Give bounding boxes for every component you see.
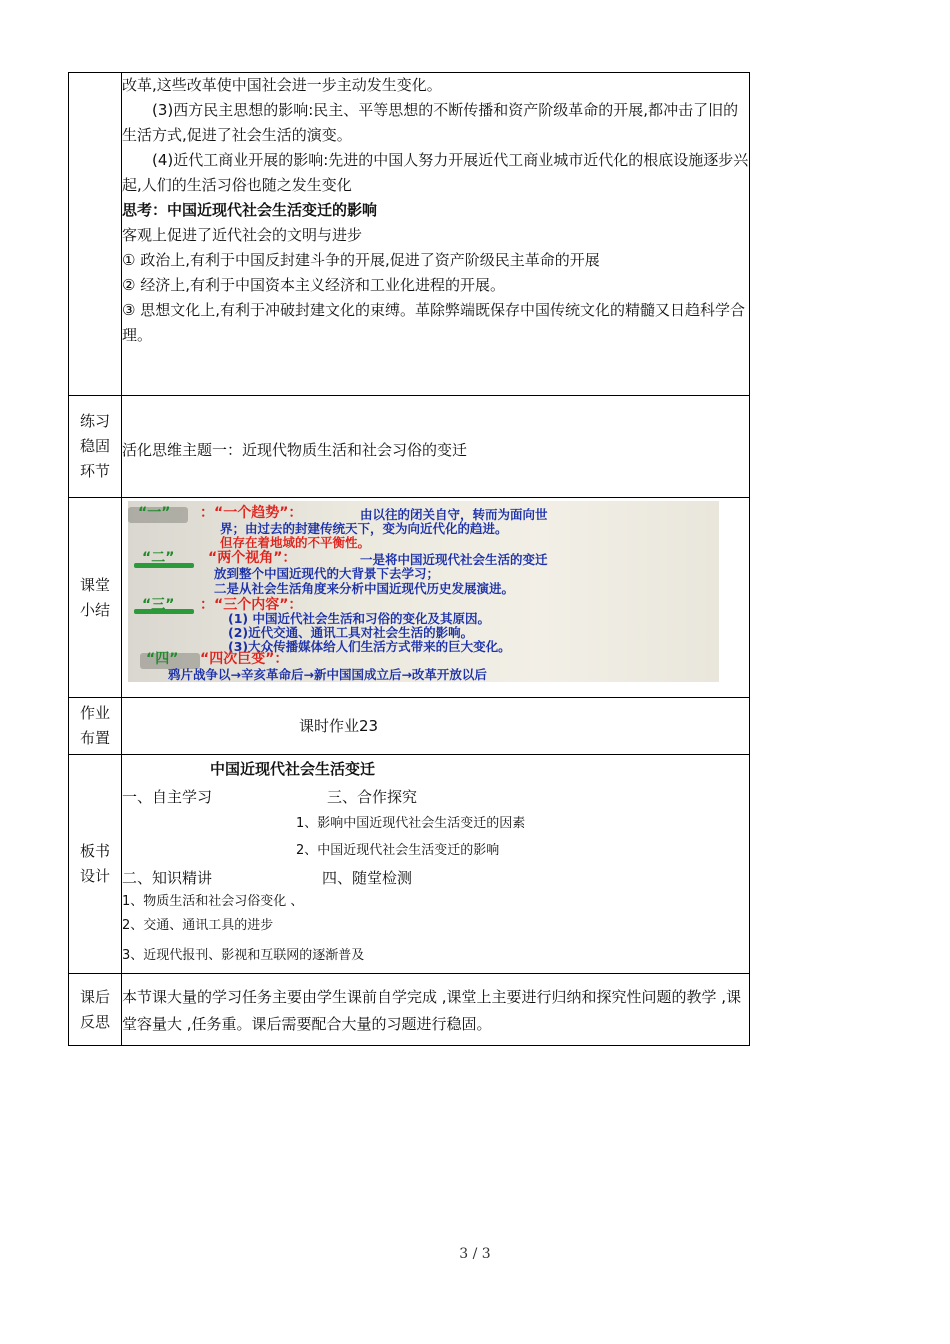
practice-text: 活化思维主题一：近现代物质生活和社会习俗的变迁 (122, 441, 468, 459)
summary-one-tag: “一” (138, 505, 171, 521)
content-p3: (4)近代工商业开展的影响:先进的中国人努力开展近代工商业城市近代化的根底设施逐步兴起,人们的生活习俗也随之发生变化 (122, 151, 749, 194)
homework-row (69, 698, 750, 755)
reflection-text: 本节课大量的学习任务主要由学生课前自学完成 ,课堂上主要进行归纳和探究性问题的教学 ,课堂容量大 ,任务重。课后需要配合大量的习题进行稳固。 (122, 974, 750, 1046)
reflection-label: 课后反思 (69, 974, 122, 1046)
summary-three-tag: “三” (142, 597, 175, 613)
content-cell (122, 73, 750, 396)
summary-two-title: “两个视角”： (208, 550, 297, 566)
summary-one-a: 由以往的闭关自守，转而为面向世 (360, 507, 548, 522)
content-p2: (3)西方民主思想的影响:民主、平等思想的不断传播和资产阶级革命的开展,都冲击了旧的生活方式,促进了社会生活的演变。 (122, 101, 739, 144)
content-row (69, 73, 750, 396)
summary-one-title: ：“一个趋势”： (200, 505, 303, 521)
board-s3-1: 1、影响中国近现代社会生活变迁的因素 (296, 816, 526, 831)
summary-one-b: 界；由过去的封建传统天下，变为向近代化的趋进。 (220, 521, 508, 536)
summary-row (69, 498, 750, 698)
reflection-row (69, 974, 750, 1046)
board-s1: 一、自主学习 (122, 788, 213, 806)
content-p6: ② 经济上,有利于中国资本主义经济和工业化进程的开展。 (122, 276, 505, 294)
summary-three-c: (3)大众传播媒体给人们生活方式带来的巨大变化。 (228, 639, 511, 654)
summary-three-b: (2)近代交通、通讯工具对社会生活的影响。 (228, 625, 474, 640)
summary-three-title: ：“三个内容”： (200, 597, 303, 613)
homework-text: 课时作业23 (299, 716, 379, 735)
practice-cell (122, 396, 750, 498)
summary-four-tag: “四” (146, 651, 179, 667)
homework-label: 作业布置 (69, 698, 122, 755)
practice-label: 练习稳固环节 (69, 396, 122, 498)
summary-two-c: 二是从社会生活角度来分析中国近现代历史发展演进。 (214, 581, 515, 596)
summary-four-a: 鸦片战争以→辛亥革命后→新中国国成立后→改革开放以后 (168, 667, 487, 682)
think-heading: 思考：中国近现代社会生活变迁的影响 (122, 201, 378, 219)
summary-one-c: 但存在着地域的不平衡性。 (220, 535, 371, 550)
board-s4: 四、随堂检测 (322, 869, 413, 887)
summary-four-title: “四次巨变”： (200, 651, 289, 667)
content-p4: 客观上促进了近代社会的文明与进步 (122, 226, 363, 244)
homework-cell (122, 698, 750, 755)
summary-two-b: 放到整个中国近现代的大背景下去学习； (214, 566, 440, 581)
content-label-cell (69, 73, 122, 396)
summary-two-tag: “二” (142, 550, 175, 566)
board-row (69, 755, 750, 974)
practice-row (69, 396, 750, 498)
board-s2-1: 1、物质生活和社会习俗变化 、 (122, 894, 304, 909)
board-s3-2: 2、中国近现代社会生活变迁的影响 (296, 843, 500, 858)
content-p1: 改革,这些改革使中国社会进一步主动发生变化。 (122, 76, 442, 94)
lesson-plan-table (68, 72, 750, 1046)
page-number: 3 / 3 (459, 1246, 491, 1262)
board-s2-3: 3、近现代报刊、影视和互联网的逐渐普及 (122, 948, 365, 963)
board-s2-2: 2、交通、通讯工具的进步 (122, 918, 274, 933)
summary-three-a: (1) 中国近代社会生活和习俗的变化及其原因。 (228, 611, 490, 626)
board-label: 板书设计 (69, 755, 122, 974)
summary-cell (122, 498, 750, 698)
content-p7: ③ 思想文化上,有利于冲破封建文化的束缚。革除弊端既保存中国传统文化的精髓又日趋科学合理。 (122, 301, 745, 344)
board-title: 中国近现代社会生活变迁 (210, 760, 376, 778)
summary-label: 课堂小结 (69, 498, 122, 698)
board-cell (122, 755, 750, 974)
content-p5: ① 政治上,有利于中国反封建斗争的开展,促进了资产阶级民主革命的开展 (122, 251, 600, 269)
summary-image (128, 501, 719, 682)
summary-two-a: 一是将中国近现代社会生活的变迁 (360, 552, 548, 567)
board-s3: 三、合作探究 (327, 788, 418, 806)
board-s2: 二、知识精讲 (122, 869, 213, 887)
